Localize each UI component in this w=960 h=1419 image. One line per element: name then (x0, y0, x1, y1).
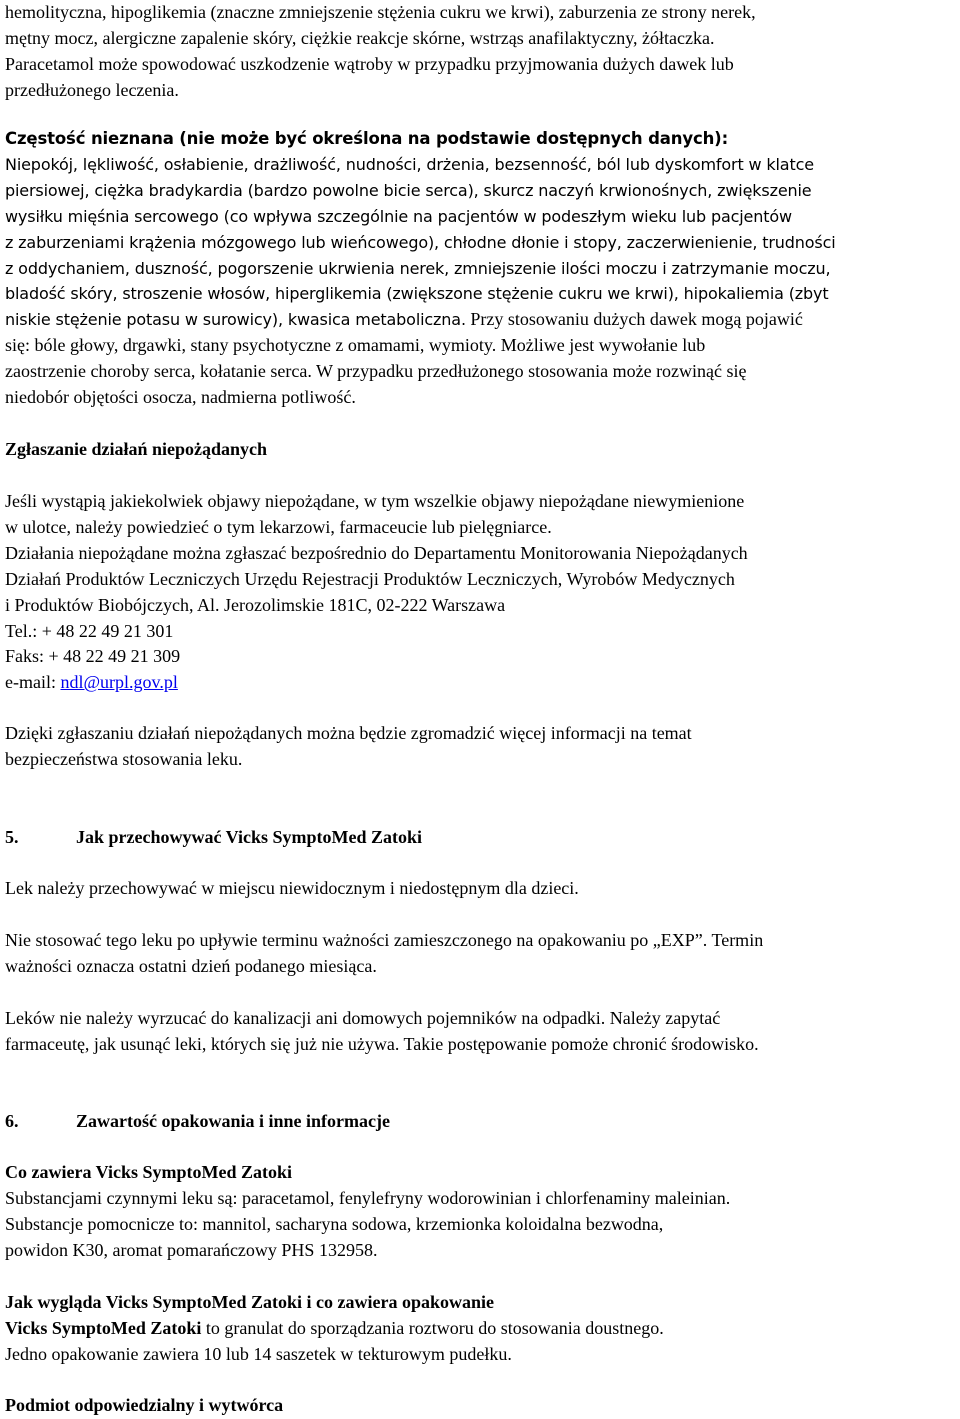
reporting-line: bezpieczeństwa stosowania leku. (5, 748, 243, 769)
section-5-heading (5, 825, 422, 851)
expiry-line: Nie stosować tego leku po upływie terminu ważności zamieszczonego na opakowaniu po „EXP”. Termin (5, 930, 764, 950)
contents-block (5, 1160, 730, 1264)
intro-line: mętny mocz, alergiczne zapalenie skóry, ciężkie reakcje skórne, wstrząs anafilaktyczny, żółtaczka. (5, 27, 715, 48)
appearance-text: to granulat do sporządzania roztworu do stosowania doustnego. (201, 1317, 664, 1338)
product-name: Vicks SymptoMed Zatoki (5, 1317, 202, 1338)
expiry-paragraph (5, 928, 763, 980)
section-6-heading (5, 1109, 390, 1135)
contact-fax: Faks: + 48 22 49 21 309 (5, 646, 181, 667)
unknown-frequency-section (5, 126, 836, 411)
disposal-line: farmaceutę, jak usunąć leki, których się już nie używa. Takie postępowanie pomoże chronić środowisko. (5, 1033, 759, 1054)
disposal-line: Leków nie należy wyrzucać do kanalizacji ani domowych pojemników na odpadki. Należy zapytać (5, 1008, 721, 1028)
expiry-line: ważności oznacza ostatni dzień podanego miesiąca. (5, 955, 377, 976)
reporting-line: i Produktów Biobójczych, Al. Jerozolimskie 181C, 02-222 Warszawa (5, 594, 506, 615)
high-dose-text: Przy stosowaniu dużych dawek mogą pojawić (465, 309, 803, 330)
reporting-line: Dzięki zgłaszaniu działań niepożądanych można będzie zgromadzić więcej informacji na temat (5, 723, 692, 743)
section-number: 5. (5, 827, 19, 847)
intro-paragraph (5, 0, 756, 104)
side-effect-line: Niepokój, lękliwość, osłabienie, drażliwość, nudności, drżenia, bezsenność, ból lub dyskomfort w klatce (5, 154, 814, 174)
side-effect-text: niskie stężenie potasu w surowicy), kwasica metaboliczna. (5, 310, 466, 330)
intro-line: Paracetamol może spowodować uszkodzenie wątroby w przypadku przyjmowania dużych dawek lub (5, 53, 734, 74)
contents-line: Substancje pomocnicze to: mannitol, sacharyna sodowa, krzemionka koloidalna bezwodna, (5, 1213, 664, 1234)
section-title: Jak przechowywać Vicks SymptoMed Zatoki (76, 827, 422, 847)
side-effect-line: niedobór objętości osocza, nadmierna potliwość. (5, 387, 356, 408)
contact-email (5, 670, 748, 696)
email-label: e-mail: (5, 672, 61, 693)
intro-line: hemolityczna, hipoglikemia (znaczne zmniejszenie stężenia cukru we krwi), zaburzenia ze strony nerek, (5, 2, 756, 22)
reporting-line: w ulotce, należy powiedzieć o tym lekarzowi, farmaceucie lub pielęgniarce. (5, 516, 552, 537)
side-effect-line: zaostrzenie choroby serca, kołatanie serca. W przypadku przedłużonego stosowania może rozwinąć się (5, 361, 747, 382)
reporting-line: Działań Produktów Leczniczych Urzędu Rejestracji Produktów Leczniczych, Wyrobów Medycznych (5, 568, 735, 589)
side-effect-line: piersiowej, ciężka bradykardia (bardzo powolne bicie serca), skurcz naczyń krwionośnych, zwiększenie (5, 180, 812, 200)
reporting-benefit (5, 721, 692, 773)
appearance-line: Jedno opakowanie zawiera 10 lub 14 saszetek w tekturowym pudełku. (5, 1343, 512, 1364)
disposal-paragraph (5, 1006, 759, 1058)
contents-line: powidon K30, aromat pomarańczowy PHS 132958. (5, 1239, 378, 1260)
appearance-block (5, 1290, 664, 1368)
side-effect-line: bladość skóry, stroszenie włosów, hiperglikemia (zwiększone stężenie cukru we krwi), hipokaliemia (zbyt (5, 284, 829, 304)
reporting-body (5, 489, 748, 696)
responsible-heading: Podmiot odpowiedzialny i wytwórca (5, 1395, 284, 1415)
contents-line: Substancjami czynnymi leku są: paracetamol, fenylefryny wodorowinian i chlorfenaminy maleinian. (5, 1187, 731, 1208)
contents-heading: Co zawiera Vicks SymptoMed Zatoki (5, 1162, 292, 1182)
storage-line: Lek należy przechowywać w miejscu niewidocznym i niedostępnym dla dzieci. (5, 878, 579, 898)
reporting-line: Jeśli wystąpią jakiekolwiek objawy niepożądane, w tym wszelkie objawy niepożądane niewymienione (5, 491, 745, 511)
side-effect-line-mixed (5, 307, 836, 333)
appearance-line (5, 1316, 664, 1342)
appearance-heading: Jak wygląda Vicks SymptoMed Zatoki i co zawiera opakowanie (5, 1292, 495, 1312)
side-effect-line: wysiłku mięśnia sercowego (co wpływa szczególnie na pacjentów w podeszłym wieku lub pacjentów (5, 206, 792, 226)
section-number: 6. (5, 1111, 19, 1131)
side-effect-line: się: bóle głowy, drgawki, stany psychotyczne z omamami, wymioty. Możliwe jest wywołanie lub (5, 335, 706, 356)
reporting-heading: Zgłaszanie działań niepożądanych (5, 439, 268, 459)
unknown-frequency-heading: Częstość nieznana (nie może być określona na podstawie dostępnych danych): (5, 129, 729, 148)
intro-line: przedłużonego leczenia. (5, 79, 179, 100)
section-title: Zawartość opakowania i inne informacje (76, 1111, 390, 1131)
side-effect-line: z oddychaniem, duszność, pogorszenie ukrwienia nerek, zmniejszenie ilości moczu i zatrzymanie moczu, (5, 258, 831, 278)
reporting-line: Działania niepożądane można zgłaszać bezpośrednio do Departamentu Monitorowania Niepożądanych (5, 542, 748, 563)
email-link[interactable]: ndl@urpl.gov.pl (60, 672, 178, 693)
contact-tel: Tel.: + 48 22 49 21 301 (5, 620, 174, 641)
side-effect-line: z zaburzeniami krążenia mózgowego lub wieńcowego), chłodne dłonie i stopy, zaczerwienienie, trudności (5, 232, 836, 252)
